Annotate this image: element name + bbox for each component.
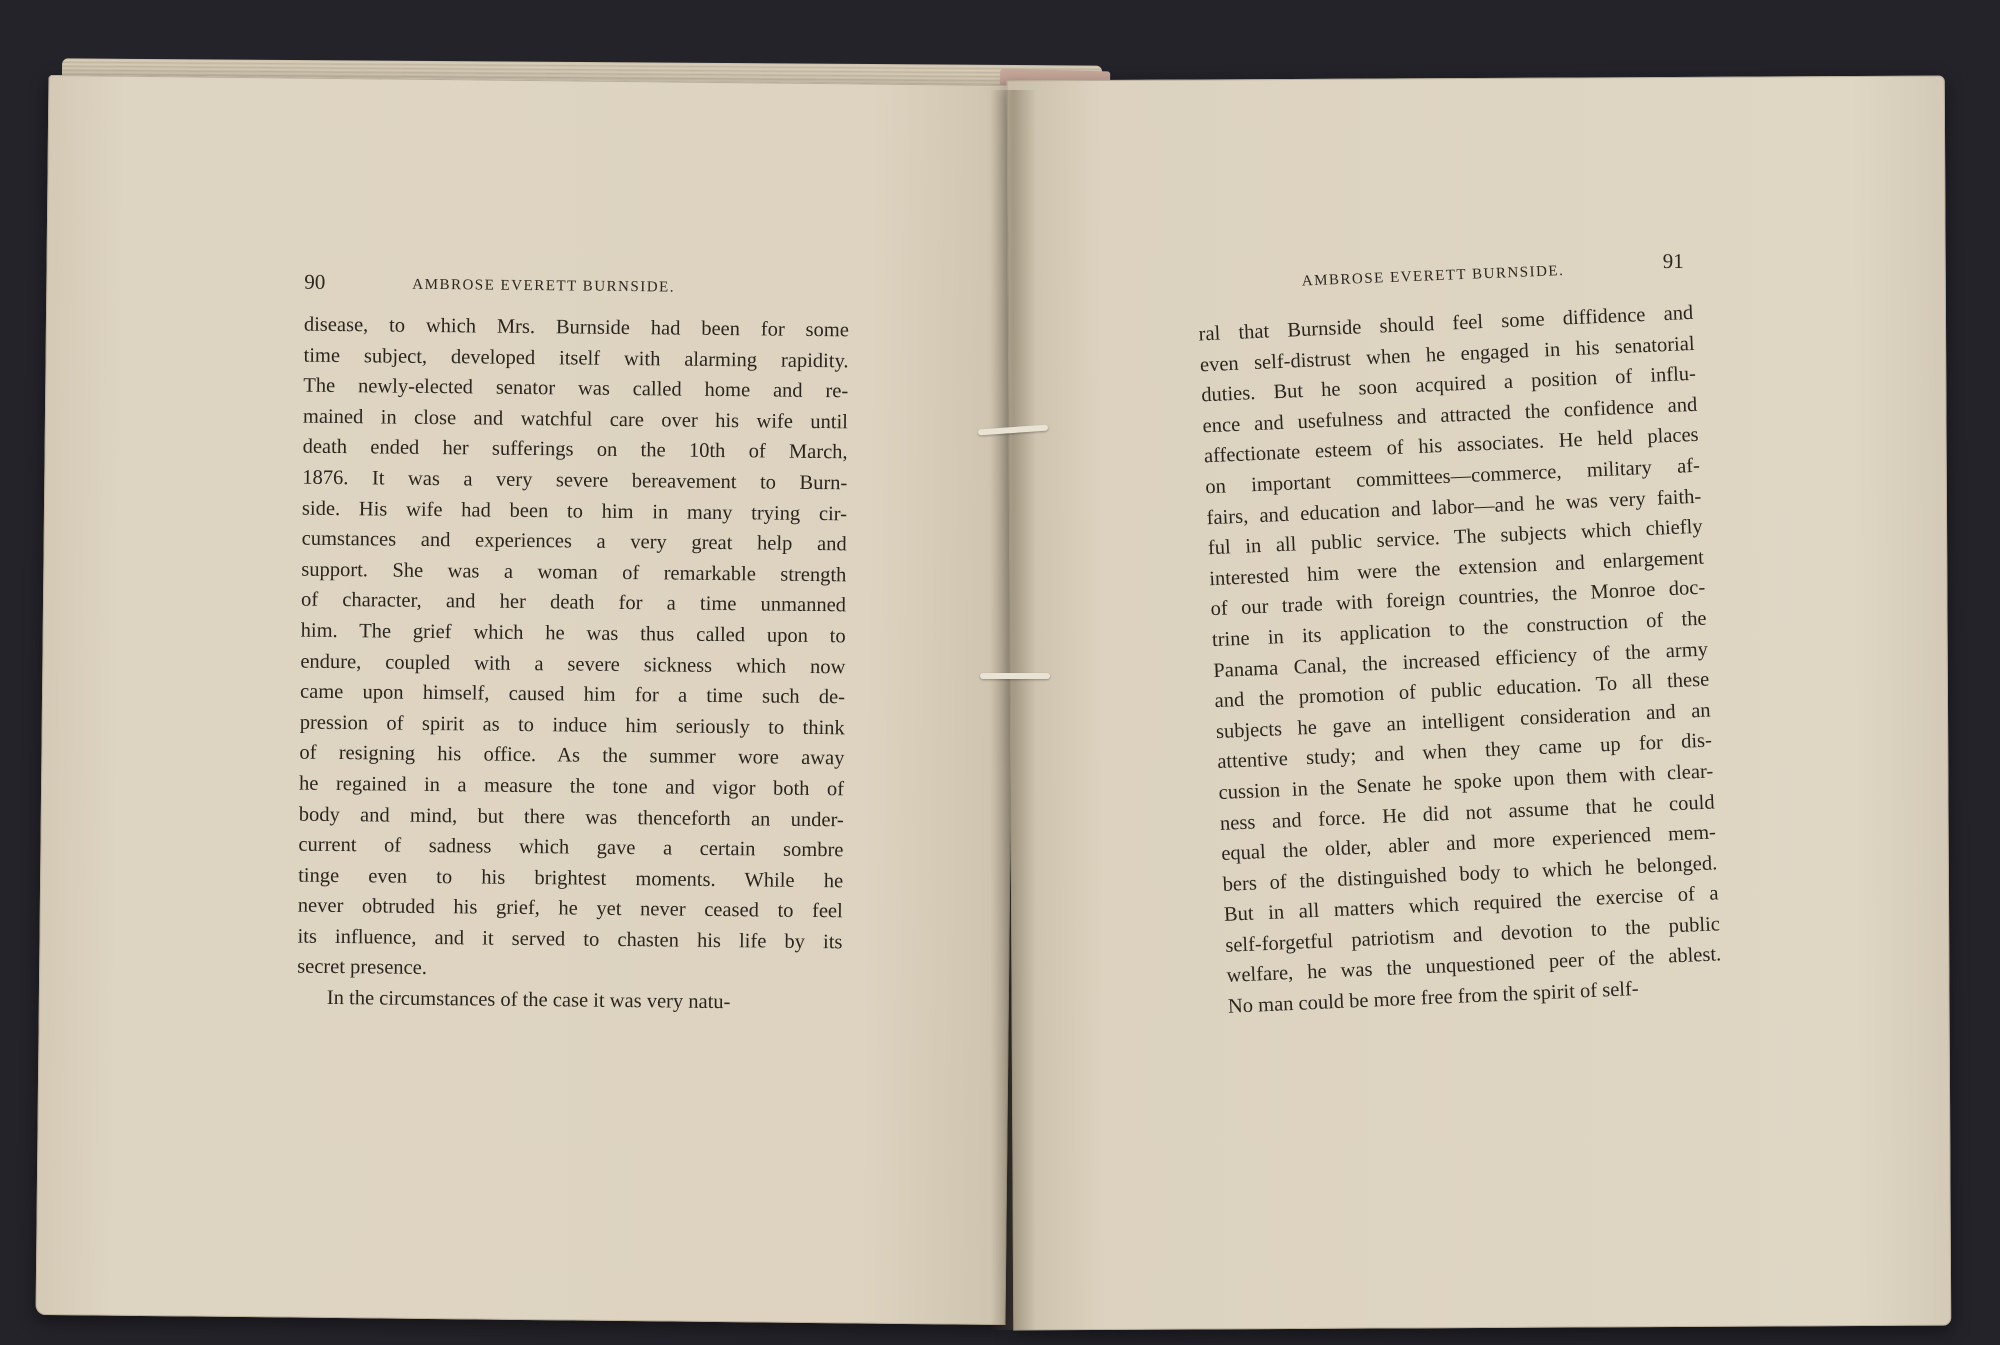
text-line: bers of the distinguished body to which he belonged.: [1222, 852, 1718, 896]
left-page: [36, 75, 1019, 1325]
text-line: even self-distrust when he engaged in his senatorial: [1199, 332, 1695, 377]
text-line: of resigning his office. As the summer wore away: [299, 741, 845, 770]
text-line: welfare, he was the unquestioned peer of the ablest.: [1226, 943, 1722, 988]
text-line: secret presence.: [297, 956, 428, 980]
text-line: pression of spirit as to induce him seriously to think: [299, 711, 845, 740]
text-line: of character, and her death for a time unmanned: [300, 588, 847, 617]
left-running-head: AMBROSE EVERETT BURNSIDE.: [412, 276, 676, 296]
right-page: [1007, 76, 1952, 1331]
right-page-text: [1198, 298, 1723, 1023]
left-page-number: 90: [304, 269, 326, 294]
text-line: ness and force. He did not assume that he could: [1219, 790, 1716, 835]
text-line: cussion in the Senate he spoke upon them with clear-: [1218, 760, 1714, 804]
text-line: ful in all public service. The subjects which chiefly: [1207, 515, 1703, 560]
text-line: on important committees—commerce, military af-: [1204, 454, 1701, 499]
text-line: The newly-elected senator was called home and re-: [303, 374, 849, 403]
text-line: he regained in a measure the tone and vigor both of: [298, 772, 845, 801]
book-gutter: [990, 90, 1036, 1330]
text-line: side. His wife had been to him in many trying cir-: [301, 497, 848, 525]
text-line: of our trade with foreign countries, the Monroe doc-: [1210, 576, 1706, 621]
text-line: equal the older, abler and more experienced mem-: [1220, 821, 1717, 866]
text-line: death ended her sufferings on the 10th of March,: [302, 436, 848, 464]
text-line: support. She was a woman of remarkable strength: [301, 558, 847, 587]
text-line: ence and usefulness and attracted the confidence and: [1202, 393, 1698, 438]
text-line: 1876. It was a very severe bereavement to Burn-: [302, 466, 848, 495]
text-line: current of sadness which gave a certain sombre: [298, 833, 844, 862]
text-line: trine in its application to the construction of the: [1211, 607, 1707, 652]
text-line: him. The grief which he was thus called upon to: [300, 619, 846, 648]
text-line: ral that Burnside should feel some diffidence and: [1198, 301, 1694, 346]
text-line: Panama Canal, the increased efficiency of the army: [1212, 638, 1709, 682]
right-page-number: 91: [1662, 248, 1684, 274]
text-line: never obtruded his grief, he yet never ceased to feel: [297, 894, 843, 923]
text-line: In the circumstances of the case it was very natu-: [326, 986, 731, 1014]
text-line: subjects he gave an intelligent consideration and an: [1215, 699, 1711, 743]
right-running-head: AMBROSE EVERETT BURNSIDE.: [1301, 262, 1565, 290]
text-line: came upon himself, caused him for a time such de-: [299, 680, 846, 709]
text-line: endure, coupled with a severe sickness which now: [300, 650, 846, 678]
text-line: cumstances and experiences a very great help and: [301, 527, 847, 556]
text-line: No man could be more free from the spirit of self-: [1227, 977, 1640, 1018]
text-line: tinge even to his brightest moments. While he: [298, 864, 844, 893]
text-line: self-forgetful patriotism and devotion to the public: [1224, 913, 1721, 957]
text-line: body and mind, but there was thenceforth an under-: [298, 803, 844, 831]
text-line: and the promotion of public education. To all these: [1214, 668, 1710, 713]
binding-stitch: [980, 673, 1050, 679]
left-page-text: [297, 310, 849, 1019]
text-line: duties. But he soon acquired a position of influ-: [1200, 362, 1697, 407]
text-line: But in all matters which required the exercise of a: [1223, 882, 1720, 927]
text-line: attentive study; and when they came up for dis-: [1216, 729, 1713, 774]
text-line: fairs, and education and labor—and he was very faith-: [1206, 485, 1702, 529]
text-line: interested him were the extension and enlargement: [1208, 546, 1705, 590]
text-line: disease, to which Mrs. Burnside had been for some: [303, 313, 850, 342]
text-line: affectionate esteem of his associates. He held places: [1203, 424, 1699, 468]
text-line: mained in close and watchful care over his wife until: [302, 405, 849, 434]
text-line: its influence, and it served to chasten his life by its: [297, 925, 843, 954]
text-line: time subject, developed itself with alarming rapidity.: [303, 344, 849, 372]
